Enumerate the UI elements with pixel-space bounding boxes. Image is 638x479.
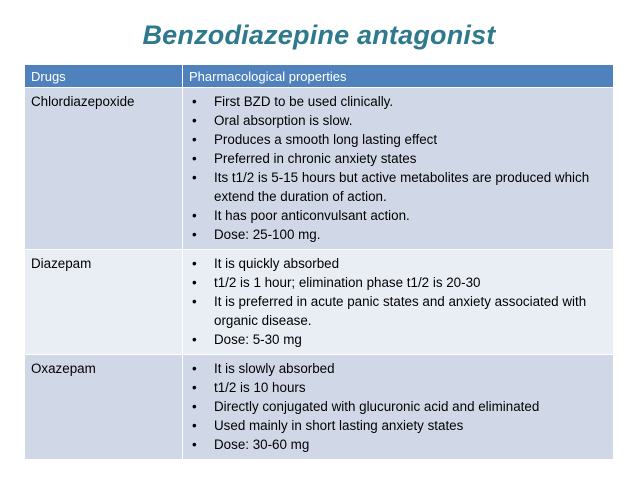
list-item bbox=[189, 168, 607, 206]
list-item bbox=[189, 130, 607, 149]
properties-cell bbox=[183, 88, 614, 250]
properties-cell bbox=[183, 355, 614, 460]
properties-list bbox=[189, 359, 607, 454]
header-drugs: Drugs bbox=[25, 65, 183, 88]
drug-name-cell: Chlordiazepoxide bbox=[25, 88, 183, 250]
bullet-icon: • bbox=[192, 332, 197, 347]
property-text: t1/2 is 10 hours bbox=[214, 380, 306, 395]
drug-table bbox=[24, 64, 614, 460]
table-header-row bbox=[25, 65, 614, 88]
list-item bbox=[189, 292, 607, 330]
property-text: It is preferred in acute panic states and anxiety associated with organic disease. bbox=[214, 294, 587, 328]
property-text: Its t1/2 is 5-15 hours but active metabolites are produced which extend the duration of action. bbox=[214, 170, 590, 204]
drug-name-cell: Oxazepam bbox=[25, 355, 183, 460]
property-text: t1/2 is 1 hour; elimination phase t1/2 is 20-30 bbox=[214, 275, 481, 290]
bullet-icon: • bbox=[192, 418, 197, 433]
list-item bbox=[189, 254, 607, 273]
table-row bbox=[25, 355, 614, 460]
bullet-icon: • bbox=[192, 151, 197, 166]
bullet-icon: • bbox=[192, 227, 197, 242]
bullet-icon: • bbox=[192, 275, 197, 290]
list-item bbox=[189, 416, 607, 435]
bullet-icon: • bbox=[192, 256, 197, 271]
property-text: Directly conjugated with glucuronic acid and eliminated bbox=[214, 399, 540, 414]
bullet-icon: • bbox=[192, 437, 197, 452]
list-item bbox=[189, 273, 607, 292]
bullet-icon: • bbox=[192, 132, 197, 147]
header-pharmacological-properties: Pharmacological properties bbox=[183, 65, 614, 88]
property-text: Dose: 30-60 mg bbox=[214, 437, 310, 452]
list-item bbox=[189, 206, 607, 225]
property-text: Preferred in chronic anxiety states bbox=[214, 151, 417, 166]
bullet-icon: • bbox=[192, 380, 197, 395]
bullet-icon: • bbox=[192, 399, 197, 414]
properties-list bbox=[189, 254, 607, 349]
property-text: Dose: 5-30 mg bbox=[214, 332, 302, 347]
list-item bbox=[189, 149, 607, 168]
bullet-icon: • bbox=[192, 294, 197, 309]
bullet-icon: • bbox=[192, 208, 197, 223]
bullet-icon: • bbox=[192, 170, 197, 185]
properties-cell bbox=[183, 250, 614, 355]
list-item bbox=[189, 359, 607, 378]
table-row bbox=[25, 250, 614, 355]
property-text: Produces a smooth long lasting effect bbox=[214, 132, 438, 147]
list-item bbox=[189, 111, 607, 130]
property-text: First BZD to be used clinically. bbox=[214, 94, 394, 109]
list-item bbox=[189, 378, 607, 397]
property-text: Dose: 25-100 mg. bbox=[214, 227, 321, 242]
list-item bbox=[189, 397, 607, 416]
property-text: It is quickly absorbed bbox=[214, 256, 340, 271]
table-row bbox=[25, 88, 614, 250]
property-text: It is slowly absorbed bbox=[214, 361, 335, 376]
drug-name-cell: Diazepam bbox=[25, 250, 183, 355]
list-item bbox=[189, 225, 607, 244]
bullet-icon: • bbox=[192, 113, 197, 128]
bullet-icon: • bbox=[192, 94, 197, 109]
property-text: It has poor anticonvulsant action. bbox=[214, 208, 410, 223]
property-text: Used mainly in short lasting anxiety states bbox=[214, 418, 464, 433]
bullet-icon: • bbox=[192, 361, 197, 376]
list-item bbox=[189, 330, 607, 349]
list-item bbox=[189, 435, 607, 454]
slide-title: Benzodiazepine antagonist bbox=[142, 20, 496, 50]
property-text: Oral absorption is slow. bbox=[214, 113, 353, 128]
properties-list bbox=[189, 92, 607, 244]
list-item bbox=[189, 92, 607, 111]
